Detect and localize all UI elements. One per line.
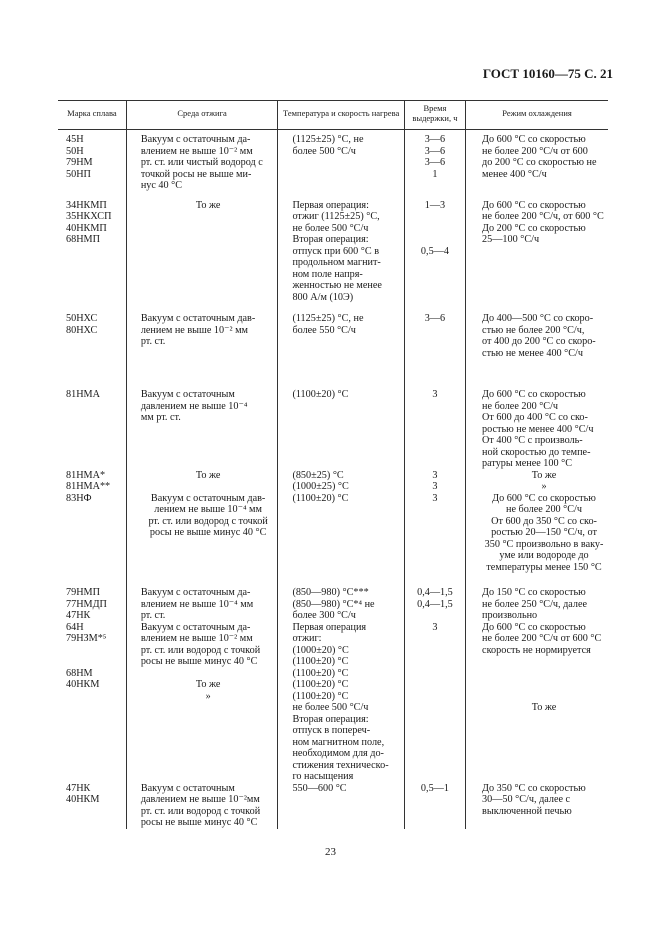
column-header-grade: Марка сплава bbox=[58, 101, 126, 130]
cell-line: от 400 до 200 °С со скоро- bbox=[482, 336, 596, 347]
cell-line: стью не менее 400 °С/ч bbox=[482, 347, 584, 359]
cell-line: 800 А/м (10Э) bbox=[292, 291, 354, 303]
cell-line: (850±25) °С bbox=[292, 469, 344, 481]
cooling-cell bbox=[466, 573, 608, 783]
cell-line: (1100±20) °С bbox=[292, 389, 349, 400]
cell-line: 3—6 bbox=[424, 313, 446, 324]
time-cell bbox=[404, 192, 465, 304]
cell-line: 50НП bbox=[66, 168, 91, 180]
time-cell bbox=[404, 783, 465, 829]
cell-line: отпуск в попереч- bbox=[292, 725, 371, 736]
cell-line: 50Н bbox=[66, 145, 84, 157]
table-row bbox=[58, 783, 608, 829]
time-cell bbox=[404, 573, 465, 783]
cell-line: 79НМ bbox=[66, 157, 93, 168]
time-cell bbox=[404, 359, 465, 470]
cell-line: ростью не менее 400 °С/ч bbox=[482, 423, 594, 435]
cell-line: стью не более 200 °С/ч, bbox=[482, 324, 585, 336]
cell-line bbox=[141, 668, 276, 680]
cell-line: выключенной печью bbox=[482, 805, 572, 817]
time-cell bbox=[404, 130, 465, 192]
cell-line: скорость не нормируется bbox=[482, 644, 591, 656]
cell-line bbox=[409, 223, 461, 235]
cell-line: Вторая операция: bbox=[292, 713, 369, 725]
cell-line: стижения техническо- bbox=[292, 759, 389, 771]
table-row bbox=[58, 303, 608, 359]
cell-line: более 500 °С/ч bbox=[292, 145, 356, 157]
cell-line: не более 500 °С/ч bbox=[292, 222, 369, 234]
cell-line: рт. ст. bbox=[140, 336, 166, 347]
cell-line: (1000±25) °С bbox=[292, 481, 349, 492]
cell-line: 77НМДП bbox=[66, 598, 107, 610]
grade-cell bbox=[58, 303, 126, 359]
cell-line: не более 200 °С/ч, от 600 °С bbox=[482, 211, 604, 222]
cooling-cell bbox=[466, 192, 608, 304]
cell-line: То же bbox=[195, 679, 221, 690]
cell-line: До 350 °С со скоростью bbox=[482, 782, 586, 794]
cell-line: 1—3 bbox=[424, 199, 446, 211]
cell-line: 34НКМП bbox=[66, 199, 107, 211]
cell-line: ном поле напря- bbox=[292, 268, 363, 280]
medium-cell bbox=[126, 130, 278, 192]
table-header-row bbox=[58, 101, 608, 130]
temperature-cell bbox=[278, 783, 404, 829]
cell-line: не более 250 °С/ч, далее bbox=[482, 598, 588, 610]
cell-line: произвольно bbox=[482, 610, 538, 621]
page-header: ГОСТ 10160—75 С. 21 bbox=[482, 66, 613, 81]
cell-line: 50НХС bbox=[66, 313, 98, 324]
cell-line: То же bbox=[531, 702, 557, 713]
cell-line bbox=[66, 645, 124, 657]
cell-line: ном магнитном поле, bbox=[292, 736, 385, 748]
medium-cell bbox=[126, 783, 278, 829]
cell-line: рт. ст. или водород с точкой bbox=[140, 805, 261, 817]
cell-line: не более 200 °С/ч от 600 °С bbox=[482, 633, 602, 644]
cell-line: 3—6 bbox=[424, 134, 446, 145]
grade-cell bbox=[58, 470, 126, 574]
cell-line: не более 200 °С/ч от 600 bbox=[482, 145, 588, 157]
cell-line: го насыщения bbox=[292, 771, 354, 782]
cell-line: лением не выше 10⁻⁴ мм bbox=[154, 504, 262, 515]
cell-line: От 600 до 350 °С со ско- bbox=[491, 515, 597, 527]
cell-line: Вакуум с остаточным да- bbox=[140, 134, 251, 145]
cell-line: 80НХС bbox=[66, 324, 98, 336]
medium-cell bbox=[126, 303, 278, 359]
cell-line: 3—6 bbox=[424, 157, 446, 168]
cell-line: Первая операция: bbox=[292, 199, 369, 211]
cell-line: отжиг (1125±25) °С, bbox=[292, 211, 380, 222]
column-header-medium: Среда отжига bbox=[126, 101, 278, 130]
cell-line: температуры менее 150 °С bbox=[486, 561, 602, 573]
temperature-cell bbox=[278, 359, 404, 470]
cell-line: 81НМА bbox=[66, 389, 100, 400]
cell-line: рт. ст. или водород с точкой bbox=[140, 644, 261, 656]
cell-line: До 600 °С со скоростью bbox=[482, 134, 586, 145]
column-header-time: Время выдержки, ч bbox=[404, 101, 465, 130]
cell-line: Вторая операция: bbox=[292, 234, 369, 245]
cell-line: давлением не выше 10⁻²мм bbox=[140, 794, 260, 805]
table-row bbox=[58, 192, 608, 304]
cell-line: (1100±20) °С bbox=[292, 667, 349, 679]
cell-line: 30—50 °С/ч, далее с bbox=[482, 794, 571, 805]
cooling-cell bbox=[466, 470, 608, 574]
cell-line: То же bbox=[531, 469, 557, 481]
cell-line bbox=[66, 656, 124, 668]
cell-line: влением не выше 10⁻² мм bbox=[140, 633, 253, 644]
cell-line: 81НМА* bbox=[66, 469, 106, 481]
cell-line: Вакуум с остаточным да- bbox=[140, 621, 251, 633]
cell-line: Вакуум с остаточным да- bbox=[140, 587, 251, 598]
cell-line: росы не выше минус 40 °С bbox=[149, 527, 267, 538]
cell-line: 47НК bbox=[66, 782, 91, 794]
cell-line: 0,5—4 bbox=[420, 245, 449, 257]
cell-line: 3 bbox=[432, 481, 438, 492]
cell-line: (1100±20) °С bbox=[292, 679, 349, 690]
cell-line bbox=[409, 234, 461, 246]
cell-line bbox=[409, 610, 461, 622]
cell-line: 45Н bbox=[66, 134, 84, 145]
cell-line: нус 40 °С bbox=[140, 180, 183, 191]
cell-line: менее 400 °С/ч bbox=[482, 168, 547, 180]
cell-line: (850—980) °С*** bbox=[292, 587, 369, 598]
cell-line: ростью 20—150 °С/ч, от bbox=[491, 527, 597, 538]
cell-line: женностью не менее bbox=[292, 280, 382, 291]
cell-line: росы не выше минус 40 °С bbox=[140, 817, 258, 828]
cell-line: 79НМП bbox=[66, 587, 100, 598]
cell-line: 35НКХСП bbox=[66, 211, 112, 222]
temperature-cell bbox=[278, 192, 404, 304]
cell-line: До 600 °С со скоростью bbox=[482, 199, 586, 211]
table-row bbox=[58, 359, 608, 470]
cell-line: 79НЗМ*⁵ bbox=[66, 633, 107, 644]
cell-line: росы не выше минус 40 °С bbox=[140, 656, 258, 667]
table-row bbox=[58, 573, 608, 783]
page-number: 23 bbox=[325, 846, 336, 858]
cell-line: До 150 °С со скоростью bbox=[482, 587, 586, 598]
cell-line bbox=[409, 211, 461, 223]
temperature-cell bbox=[278, 573, 404, 783]
cell-line bbox=[482, 691, 606, 703]
cell-line: До 600 °С со скоростью bbox=[482, 389, 586, 400]
cell-line: 25—100 °С/ч bbox=[482, 234, 540, 245]
grade-cell bbox=[58, 573, 126, 783]
cell-line: более 300 °С/ч bbox=[292, 610, 356, 621]
cell-line bbox=[482, 656, 606, 668]
cell-line: 350 °С произвольно в ваку- bbox=[484, 538, 604, 550]
cell-line: 3 bbox=[432, 389, 438, 400]
cell-line: (1100±20) °С bbox=[292, 492, 349, 504]
cell-line: давлением не выше 10⁻⁴ bbox=[140, 400, 248, 412]
cell-line: 81НМА** bbox=[66, 481, 111, 492]
cell-line: (1100±20) °С bbox=[292, 656, 349, 667]
column-header-cooling: Режим охлаждения bbox=[466, 101, 608, 130]
cell-line: До 600 °С со скоростью bbox=[492, 492, 596, 504]
cell-line bbox=[141, 481, 276, 493]
cell-line: рт. ст. bbox=[140, 610, 166, 621]
grade-cell bbox=[58, 192, 126, 304]
time-cell bbox=[404, 303, 465, 359]
cell-line: Вакуум с остаточным дав- bbox=[150, 492, 266, 504]
cell-line: 83НФ bbox=[66, 492, 92, 504]
cell-line: Вакуум с остаточным bbox=[140, 782, 235, 794]
cell-line: От 400 °С с произволь- bbox=[482, 435, 583, 446]
grade-cell bbox=[58, 359, 126, 470]
cell-line: (1000±20) °С bbox=[292, 644, 349, 656]
cell-line: 40НКМП bbox=[66, 222, 107, 234]
cell-line: отпуск при 600 °С в bbox=[292, 245, 380, 257]
cell-line: (850—980) °С*⁴ не bbox=[292, 598, 375, 610]
cell-line: ратуры менее 100 °С bbox=[482, 458, 573, 469]
cell-line: 3 bbox=[432, 621, 438, 633]
annealing-table bbox=[58, 100, 608, 829]
cell-line: До 600 °С со скоростью bbox=[482, 621, 586, 633]
cell-line: (1100±20) °С bbox=[292, 690, 349, 702]
temperature-cell bbox=[278, 130, 404, 192]
cell-line: От 600 до 400 °С со ско- bbox=[482, 412, 588, 423]
cell-line: 1 bbox=[432, 168, 438, 180]
cell-line: более 550 °С/ч bbox=[292, 324, 356, 336]
cell-line: ной скоростью до темпе- bbox=[482, 446, 591, 458]
cooling-cell bbox=[466, 303, 608, 359]
cell-line: мм рт. ст. bbox=[140, 412, 181, 423]
cell-line: 64Н bbox=[66, 621, 84, 633]
temperature-cell bbox=[278, 470, 404, 574]
cell-line: не более 200 °С/ч bbox=[506, 504, 583, 515]
time-cell bbox=[404, 470, 465, 574]
cell-line: 40НКМ bbox=[66, 679, 100, 690]
cooling-cell bbox=[466, 359, 608, 470]
cell-line: До 400—500 °С со скоро- bbox=[482, 313, 594, 324]
cell-line: точкой росы не выше ми- bbox=[140, 168, 252, 180]
cell-line: Вакуум с остаточным bbox=[140, 389, 235, 400]
cell-line: 3 bbox=[432, 492, 438, 504]
medium-cell bbox=[126, 359, 278, 470]
cell-line: До 200 °С со скоростью bbox=[482, 222, 586, 234]
table-row bbox=[58, 470, 608, 574]
cell-line: То же bbox=[195, 469, 221, 481]
cell-line: 0,4—1,5 bbox=[417, 598, 453, 610]
column-header-temperature: Температура и скорость нагрева bbox=[278, 101, 404, 130]
cell-line: 550—600 °С bbox=[292, 782, 347, 794]
cell-line: продольном магнит- bbox=[292, 257, 381, 268]
cell-line: 68НМ bbox=[66, 667, 93, 679]
grade-cell bbox=[58, 130, 126, 192]
medium-cell bbox=[126, 573, 278, 783]
cell-line: Первая операция bbox=[292, 621, 367, 633]
cell-line: рт. ст. или чистый водород с bbox=[140, 157, 263, 168]
cell-line: » bbox=[541, 481, 547, 492]
cell-line bbox=[482, 668, 606, 680]
cell-line: (1125±25) °С, не bbox=[292, 134, 364, 145]
cell-line: 0,4—1,5 bbox=[417, 587, 453, 598]
cell-line: » bbox=[205, 690, 211, 702]
cell-line: (1125±25) °С, не bbox=[292, 313, 364, 324]
cell-line: 40НКМ bbox=[66, 794, 100, 805]
temperature-cell bbox=[278, 303, 404, 359]
table-row bbox=[58, 130, 608, 192]
cell-line: не более 200 °С/ч bbox=[482, 400, 559, 412]
cell-line: лением не выше 10⁻² мм bbox=[140, 324, 248, 336]
medium-cell bbox=[126, 470, 278, 574]
cell-line: То же bbox=[195, 199, 221, 211]
cell-line: отжиг: bbox=[292, 633, 322, 644]
grade-cell bbox=[58, 783, 126, 829]
cooling-cell bbox=[466, 130, 608, 192]
cell-line: Вакуум с остаточным дав- bbox=[140, 313, 256, 324]
cell-line: влением не выше 10⁻² мм bbox=[140, 145, 253, 157]
medium-cell bbox=[126, 192, 278, 304]
cell-line: влением не выше 10⁻⁴ мм bbox=[140, 598, 254, 610]
cell-line: 0,5—1 bbox=[420, 782, 449, 794]
cell-line: 3 bbox=[432, 469, 438, 481]
cell-line bbox=[482, 679, 606, 691]
cell-line: уме или водороде до bbox=[499, 550, 589, 561]
cell-line: 68НМП bbox=[66, 234, 100, 245]
cell-line: рт. ст. или водород с точкой bbox=[148, 515, 268, 527]
cell-line: до 200 °С со скоростью не bbox=[482, 157, 597, 168]
cell-line: необходимом для до- bbox=[292, 748, 384, 759]
cell-line: не более 500 °С/ч bbox=[292, 702, 369, 713]
cooling-cell bbox=[466, 783, 608, 829]
cell-line: 3—6 bbox=[424, 145, 446, 157]
cell-line: 47НК bbox=[66, 610, 91, 621]
